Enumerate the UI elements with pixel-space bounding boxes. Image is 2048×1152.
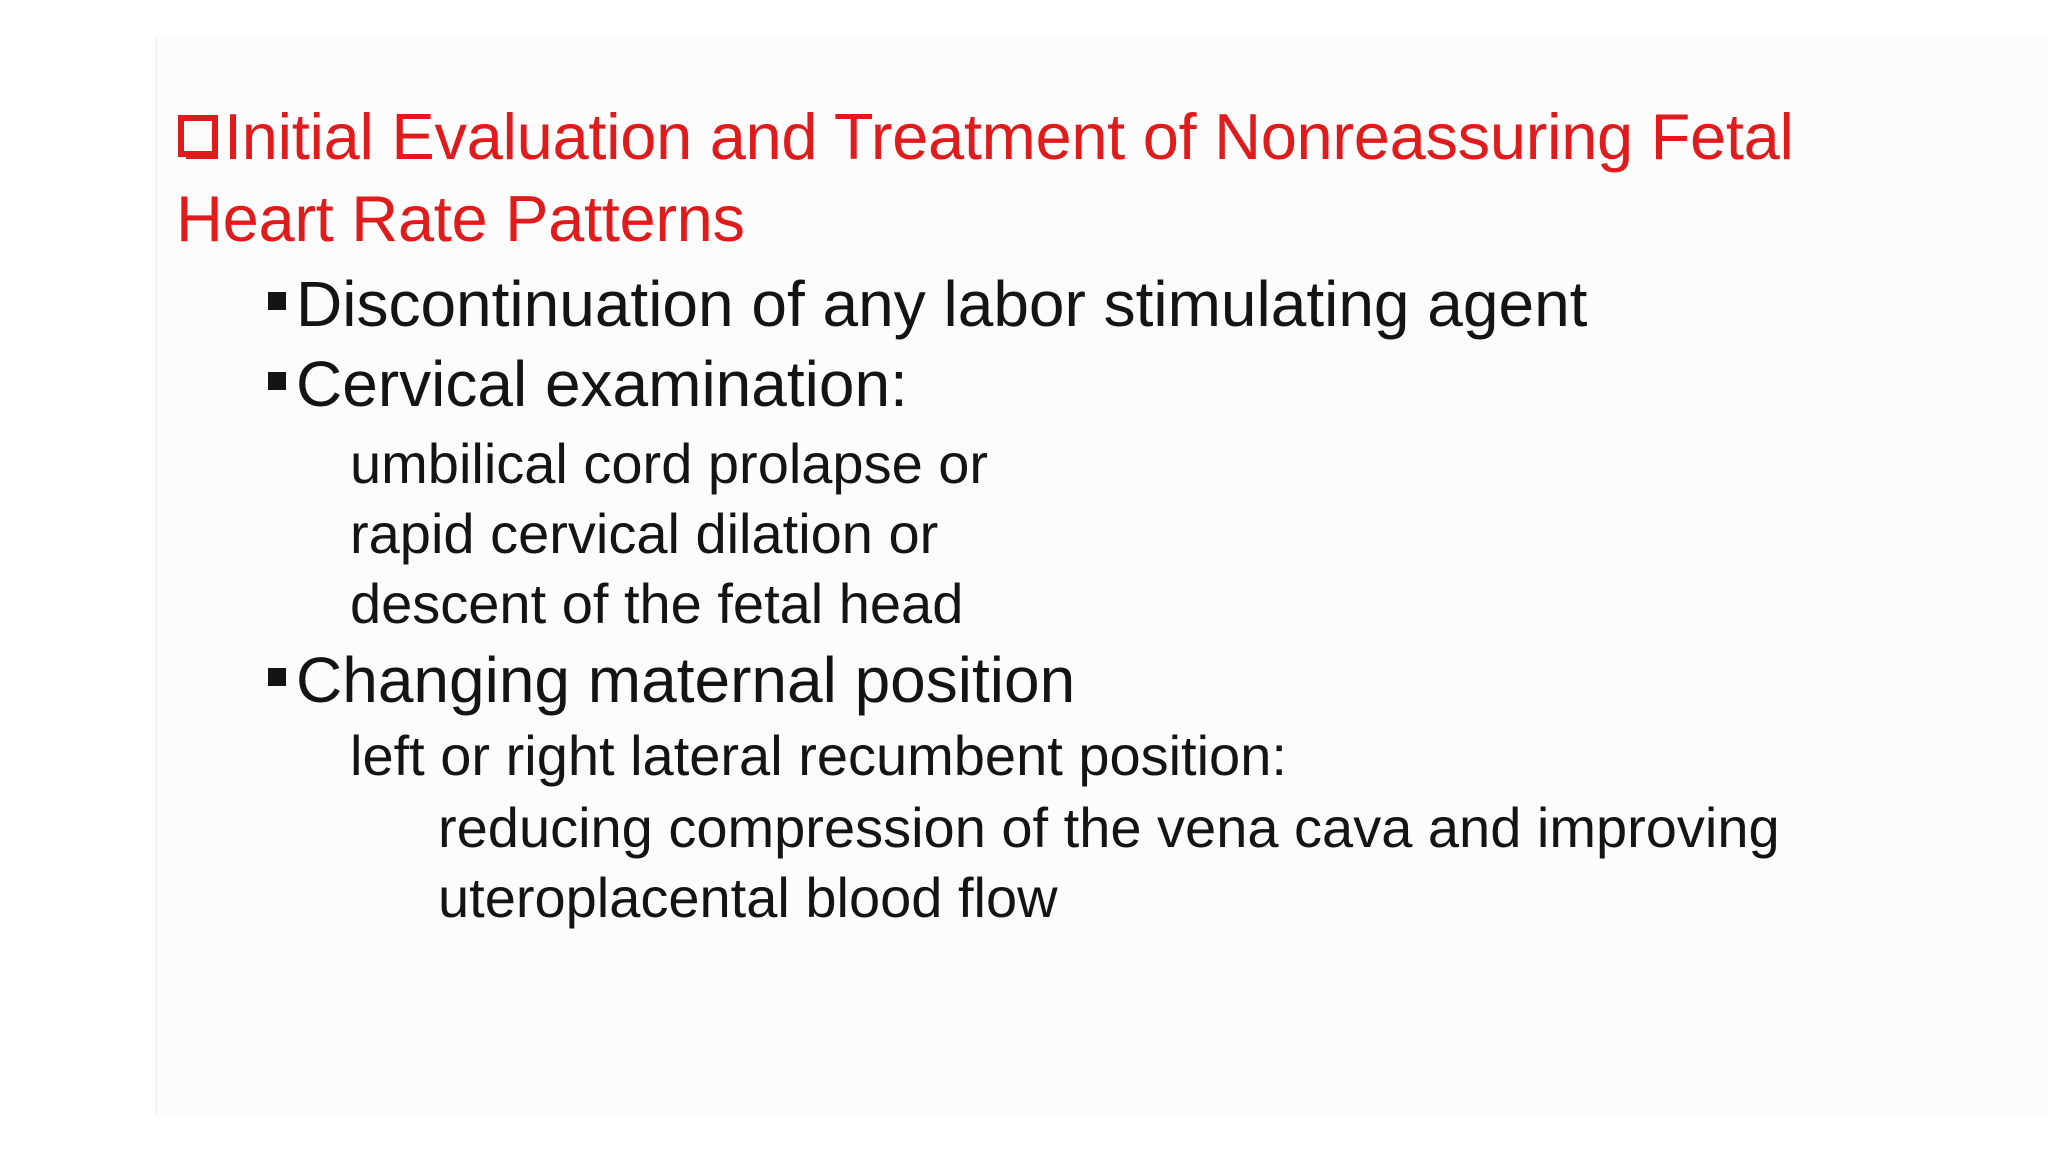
- bullet-item: [268, 348, 908, 420]
- sub-item: left or right lateral recumbent position:: [350, 724, 1287, 787]
- square-bullet-icon: [268, 668, 286, 686]
- bullet-text: Cervical examination:: [296, 348, 908, 420]
- sub-sub-item: uteroplacental blood flow: [438, 866, 1058, 929]
- bullet-item: [268, 268, 1587, 340]
- slide-title: [176, 96, 1936, 260]
- bullet-item: [268, 644, 1075, 716]
- sub-item: rapid cervical dilation or: [350, 502, 939, 565]
- bullet-text: Discontinuation of any labor stimulating agent: [296, 268, 1588, 340]
- slide-title-text: Initial Evaluation and Treatment of Nonreassuring Fetal Heart Rate Patterns: [176, 100, 1794, 255]
- bullet-text: Changing maternal position: [296, 644, 1076, 716]
- square-bullet-icon: [268, 372, 286, 390]
- sub-item: descent of the fetal head: [350, 572, 964, 635]
- checkbox-square-icon: [176, 115, 220, 161]
- square-bullet-icon: [268, 292, 286, 310]
- sub-sub-item: reducing compression of the vena cava and improving: [438, 796, 1780, 859]
- sub-item: umbilical cord prolapse or: [350, 432, 989, 495]
